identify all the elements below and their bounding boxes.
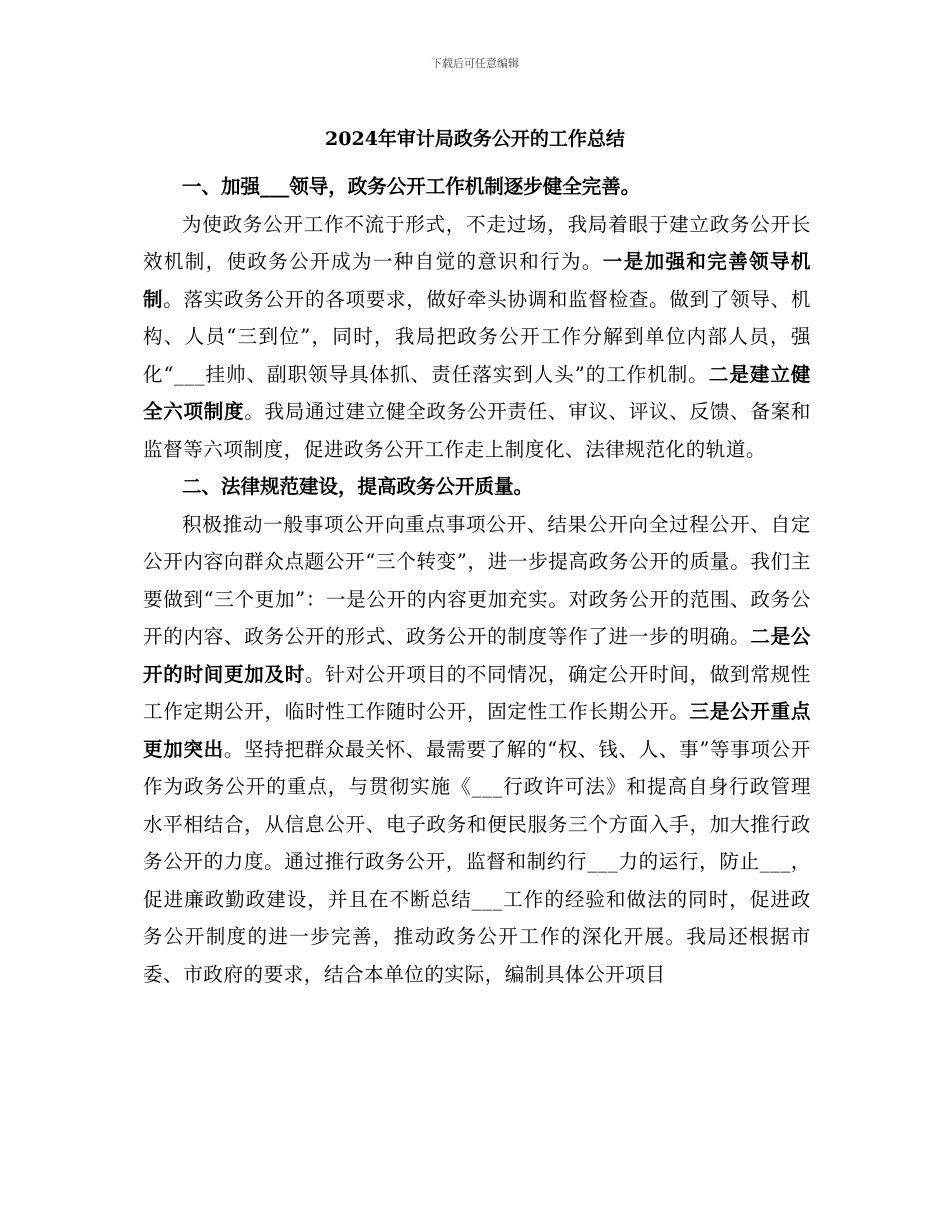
bold-run: 二是建立健全六项制度	[143, 362, 811, 423]
section-heading-1: 一、加强___领导，政务公开工作机制逐步健全完善。	[182, 175, 641, 198]
text-run: 积极推动一般事项公开向重点事项公开、结果公开向全过程公开、自定公开内容向群众点题公开“三个转变”，进一步提高政务公开的质量。我们主要做到“三个更加”：一是公开的内容更加充实。对政务公开的范围、政务公开的内容、政务公开的形式、政务公开的制度等作了进一步的明确。	[143, 512, 811, 648]
bold-run: 一是加强和完善领导机制	[143, 250, 811, 311]
text-run: 。我局通过建立健全政务公开责任、审议、评议、反馈、备案和监督等六项制度，促进政务公开工作走上制度化、法律规范化的轨道。	[143, 400, 811, 461]
bold-run: 三是公开重点更加突出	[143, 700, 811, 761]
text-run: 。针对公开项目的不同情况，确定公开时间，做到常规性工作定期公开，临时性工作随时公开，固定性工作长期公开。	[143, 662, 811, 723]
section-heading-2: 二、法律规范建设，提高政务公开质量。	[182, 475, 534, 498]
text-run: 为使政务公开工作不流于形式，不走过场，我局着眼于建立政务公开长效机制，使政务公开成为一种自觉的意识和行为。	[143, 212, 811, 273]
bold-run: 二是公开的时间更加及时	[143, 625, 811, 686]
section-paragraph-2	[143, 506, 811, 994]
section-paragraph-1	[143, 206, 811, 469]
header-note: 下载后可任意编辑	[431, 57, 519, 70]
text-run: 。落实政务公开的各项要求，做好牵头协调和监督检查。做到了领导、机构、人员“三到位”，同时，我局把政务公开工作分解到单位内部人员，强化“___挂帅、副职领导具体抓、责任落实到人头”的工作机制。	[143, 287, 811, 386]
document-title: 2024年审计局政务公开的工作总结	[325, 128, 625, 150]
document-body	[143, 168, 811, 993]
text-run: 。坚持把群众最关怀、最需要了解的“权、钱、人、事”等事项公开作为政务公开的重点，与贯彻实施《___行政许可法》和提高自身行政管理水平相结合，从信息公开、电子政务和便民服务三个方面入手，加大推行政务公开的力度。通过推行政务公开，监督和制约行___力的运行，防止___，促进廉政勤政建设，并且在不断总结___工作的经验和做法的同时，促进政务公开制度的进一步完善，推动政务公开工作的深化开展。我局还根据市委、市政府的要求，结合本单位的实际，编制具体公开项目	[143, 737, 811, 986]
